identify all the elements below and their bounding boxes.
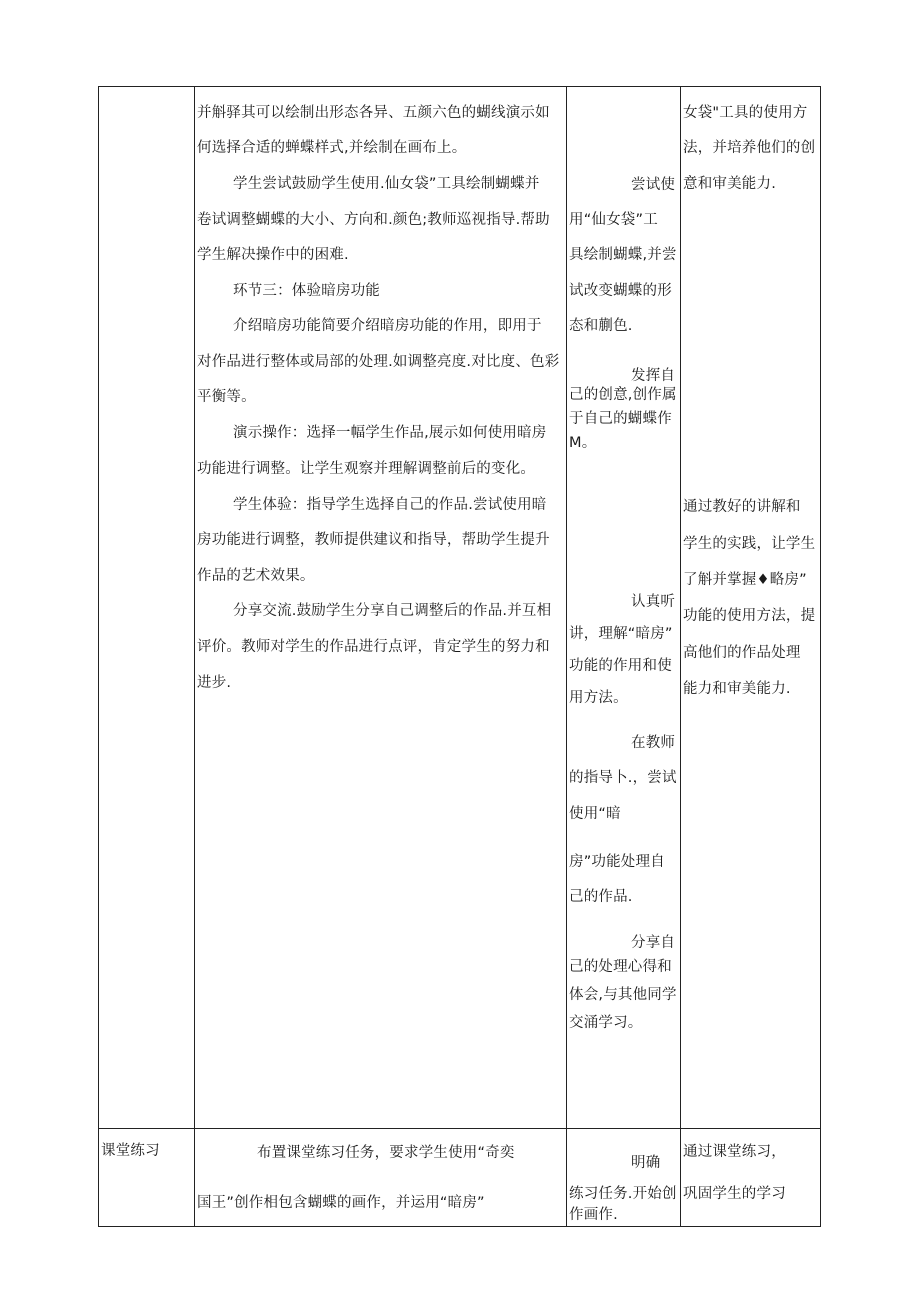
practice-student-line: 练习任务.开始创 (569, 1186, 677, 1202)
student-line: 的指导卜.，尝试 (569, 770, 677, 786)
student-line: 发挥自 (631, 368, 676, 384)
student-line: 讲，理解“暗房” (569, 626, 673, 642)
student-line: 在教师 (631, 735, 676, 751)
practice-method-line: 布置课堂练习任务，要求学生使用“奇奕 (257, 1145, 515, 1161)
student-line: 交涌学习。 (569, 1015, 643, 1031)
practice-purpose-line: 通过课堂练习， (683, 1144, 786, 1160)
method-line: 介绍暗房功能简要介绍暗房功能的作用，即用于 (233, 318, 542, 334)
row-label-practice: 课堂练习 (101, 1143, 160, 1159)
practice-method-line: 国王”创作相包含蝴蝶的画作，并运用“暗房” (197, 1195, 485, 1211)
purpose-line: 法，并培养他们的创 (683, 140, 816, 156)
table-divider-col2 (566, 86, 567, 1226)
student-line: 使用“暗 (569, 806, 621, 822)
method-line: 房功能进行调整，教师提供建议和指导，帮助学生提升 (197, 532, 550, 548)
student-line: 具绘制蝴蝶,并尝 (569, 247, 677, 263)
practice-purpose-line: 巩固学生的学习 (683, 1186, 786, 1202)
purpose-line: 通过教好的讲解和 (683, 499, 801, 515)
method-line: 卷试调整蝴蝶的大小、方向和.颜色;教师巡视指导.帮助 (197, 212, 550, 228)
table-border-bottom (98, 1226, 821, 1227)
student-line: 尝试使 (631, 177, 676, 193)
method-line: 评价。教师对学生的作品进行点评，肯定学生的努力和 (197, 639, 550, 655)
student-line: 态和蒯色. (569, 318, 633, 334)
table-border-left (98, 86, 99, 1226)
practice-student-line: 作画作. (569, 1207, 618, 1223)
student-line: 体会,与其他同学 (569, 987, 677, 1003)
method-line: 演示操作：选择一幅学生作品,展示如何使用暗房 (233, 425, 547, 441)
purpose-line: 意和审美能力. (683, 176, 777, 192)
method-line: 平衡等。 (197, 389, 256, 405)
student-line: 房”功能处理自 (569, 854, 665, 870)
table-row-divider (98, 1128, 821, 1129)
student-line: 试改变蝴蝶的形 (569, 283, 672, 299)
student-line: 用“仙女袋”工 (569, 212, 658, 228)
student-line: 认真听 (631, 594, 676, 610)
table-border-top (98, 86, 821, 87)
method-line: 作品的艺术效果。 (197, 568, 315, 584)
student-line: 己的处理心得和 (569, 959, 672, 975)
method-line: 对作品进行整体或局部的处理.如调整亮度.对比度、色彩 (197, 354, 560, 370)
purpose-line: 学生的实践，让学生 (683, 536, 816, 552)
method-line: 功能进行调整。让学生观察并理解调整前后的变化。 (197, 461, 536, 477)
student-line: 己的创意,创作属 (569, 387, 677, 403)
method-line: 分享交流.鼓励学生分享自己调整后的作品.并互相 (233, 603, 552, 619)
table-divider-col1 (194, 86, 195, 1226)
student-line: 于自己的蝴蝶作 (569, 411, 672, 427)
purpose-line: 高他们的作品处理 (683, 645, 801, 661)
table-divider-col3 (680, 86, 681, 1226)
student-line: 功能的作用和使 (569, 658, 672, 674)
student-line: 用方法。 (569, 690, 628, 706)
purpose-line: 了斛并掌握♦略房” (683, 572, 807, 588)
student-line: 分享自 (631, 935, 676, 951)
method-line: 学生体验：指导学生选择自己的作品.尝试使用暗 (233, 497, 547, 513)
student-line: 己的作品. (569, 889, 633, 905)
section-heading: 环节三：体验暗房功能 (233, 283, 380, 299)
practice-student-line: 明确 (631, 1155, 661, 1171)
method-line: 学生解决操作中的困难. (197, 247, 349, 263)
method-line: 进步. (197, 675, 232, 691)
method-line: 何选择合适的蝉蝶样式,并绘制在画布上。 (197, 140, 467, 156)
purpose-line: 功能的使用方法，提 (683, 608, 816, 624)
method-line: 并斛驿其可以绘制出形态各异、五颜六色的蝴线演示如 (197, 105, 550, 121)
purpose-line: 能力和审美能力. (683, 681, 791, 697)
student-line: M。 (569, 435, 597, 451)
method-line: 学生尝试鼓励学生使用.仙女袋”工具绘制蝴蝶并 (233, 176, 540, 192)
purpose-line: 女袋"工具的使用方 (683, 105, 808, 121)
